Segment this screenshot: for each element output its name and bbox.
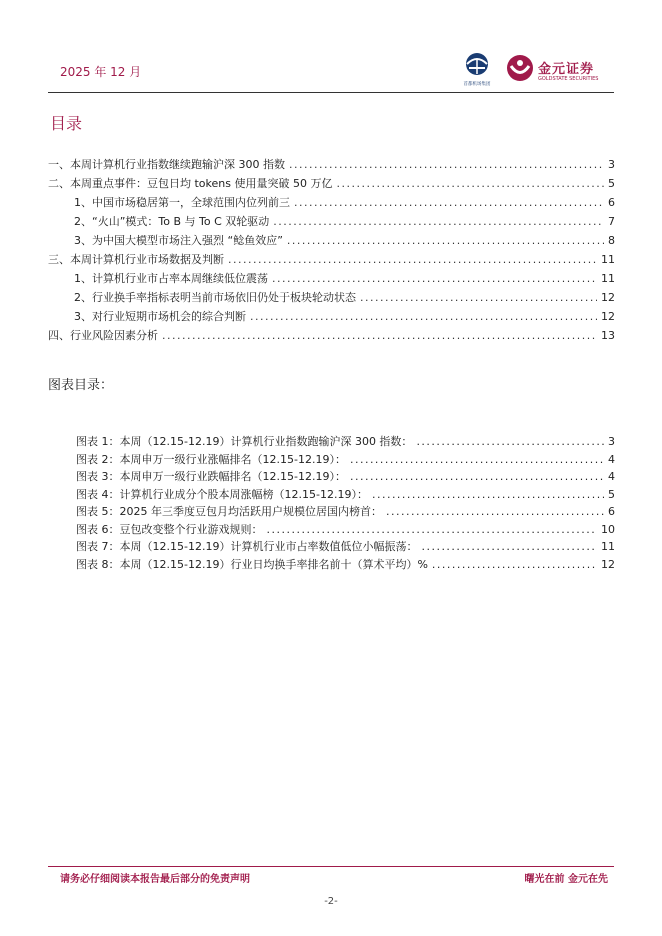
goldstate-emblem-icon — [505, 53, 535, 83]
toc-item[interactable]: 3、为中国大模型市场注入强烈 “鲶鱼效应” ..... 8 — [48, 232, 615, 251]
toc-item[interactable]: 一、本周计算机行业指数继续跑输沪深 300 指数 ..... 3 — [48, 156, 615, 175]
logo-right-name: 金元证券 — [538, 62, 595, 77]
toc-list — [48, 156, 615, 346]
figure-item[interactable]: 图表 8：本周（12.15-12.19）行业日均换手率排名前十（算术平均）% ..... 12 — [76, 556, 615, 574]
toc-item[interactable]: 二、本周重点事件：豆包日均 tokens 使用量突破 50 万亿 ..... 5 — [48, 175, 615, 194]
toc-item[interactable]: 1、计算机行业市占率本周继续低位震荡 ..... 11 — [48, 270, 615, 289]
figure-item[interactable]: 图表 2：本周申万一级行业涨幅排名（12.15-12.19）： ..... 4 — [76, 451, 615, 469]
figure-item[interactable]: 图表 6：豆包改变整个行业游戏规则： ..... 10 — [76, 521, 615, 539]
figure-item[interactable]: 图表 1：本周（12.15-12.19）计算机行业指数跑输沪深 300 指数： ..... 3 — [76, 433, 615, 451]
toc-item[interactable]: 三、本周计算机行业市场数据及判断 ..... 11 — [48, 251, 615, 270]
footer-divider — [48, 866, 614, 867]
header-divider — [48, 92, 614, 93]
capital-airports-logo-icon — [455, 50, 499, 90]
toc-item[interactable]: 四、行业风险因素分析 ..... 13 — [48, 327, 615, 346]
toc-item[interactable]: 1、中国市场稳居第一，全球范围内位列前三 ..... 6 — [48, 194, 615, 213]
figure-item[interactable]: 图表 7：本周（12.15-12.19）计算机行业市占率数值低位小幅振荡： ..... 11 — [76, 538, 615, 556]
figures-list — [76, 433, 615, 573]
footer-disclaimer: 请务必仔细阅读本报告最后部分的免责声明 — [60, 874, 250, 885]
figure-item[interactable]: 图表 5：2025 年三季度豆包月均活跃用户规模位居国内榜首： ..... 6 — [76, 503, 615, 521]
toc-item[interactable]: 2、“火山”模式：To B 与 To C 双轮驱动 ..... 7 — [48, 213, 615, 232]
toc-title: 目录 — [50, 114, 83, 133]
page-number: -2- — [324, 896, 338, 907]
figures-title: 图表目录： — [48, 378, 114, 393]
logo-right-en: GOLDSTATE SECURITIES — [538, 76, 599, 82]
toc-item[interactable]: 3、对行业短期市场机会的综合判断 ..... 12 — [48, 308, 615, 327]
logo-left-caption: 首都机场集团 — [463, 81, 491, 87]
report-date: 2025 年 12 月 — [60, 65, 142, 79]
header-logos — [455, 50, 605, 90]
toc-item[interactable]: 2、行业换手率指标表明当前市场依旧仍处于板块轮动状态 ..... 12 — [48, 289, 615, 308]
figure-item[interactable]: 图表 3：本周申万一级行业跌幅排名（12.15-12.19）： ..... 4 — [76, 468, 615, 486]
goldstate-logo — [505, 53, 605, 89]
figure-item[interactable]: 图表 4：计算机行业成分个股本周涨幅榜（12.15-12.19）： ..... 5 — [76, 486, 615, 504]
footer-slogan: 曙光在前 金元在先 — [524, 874, 608, 885]
